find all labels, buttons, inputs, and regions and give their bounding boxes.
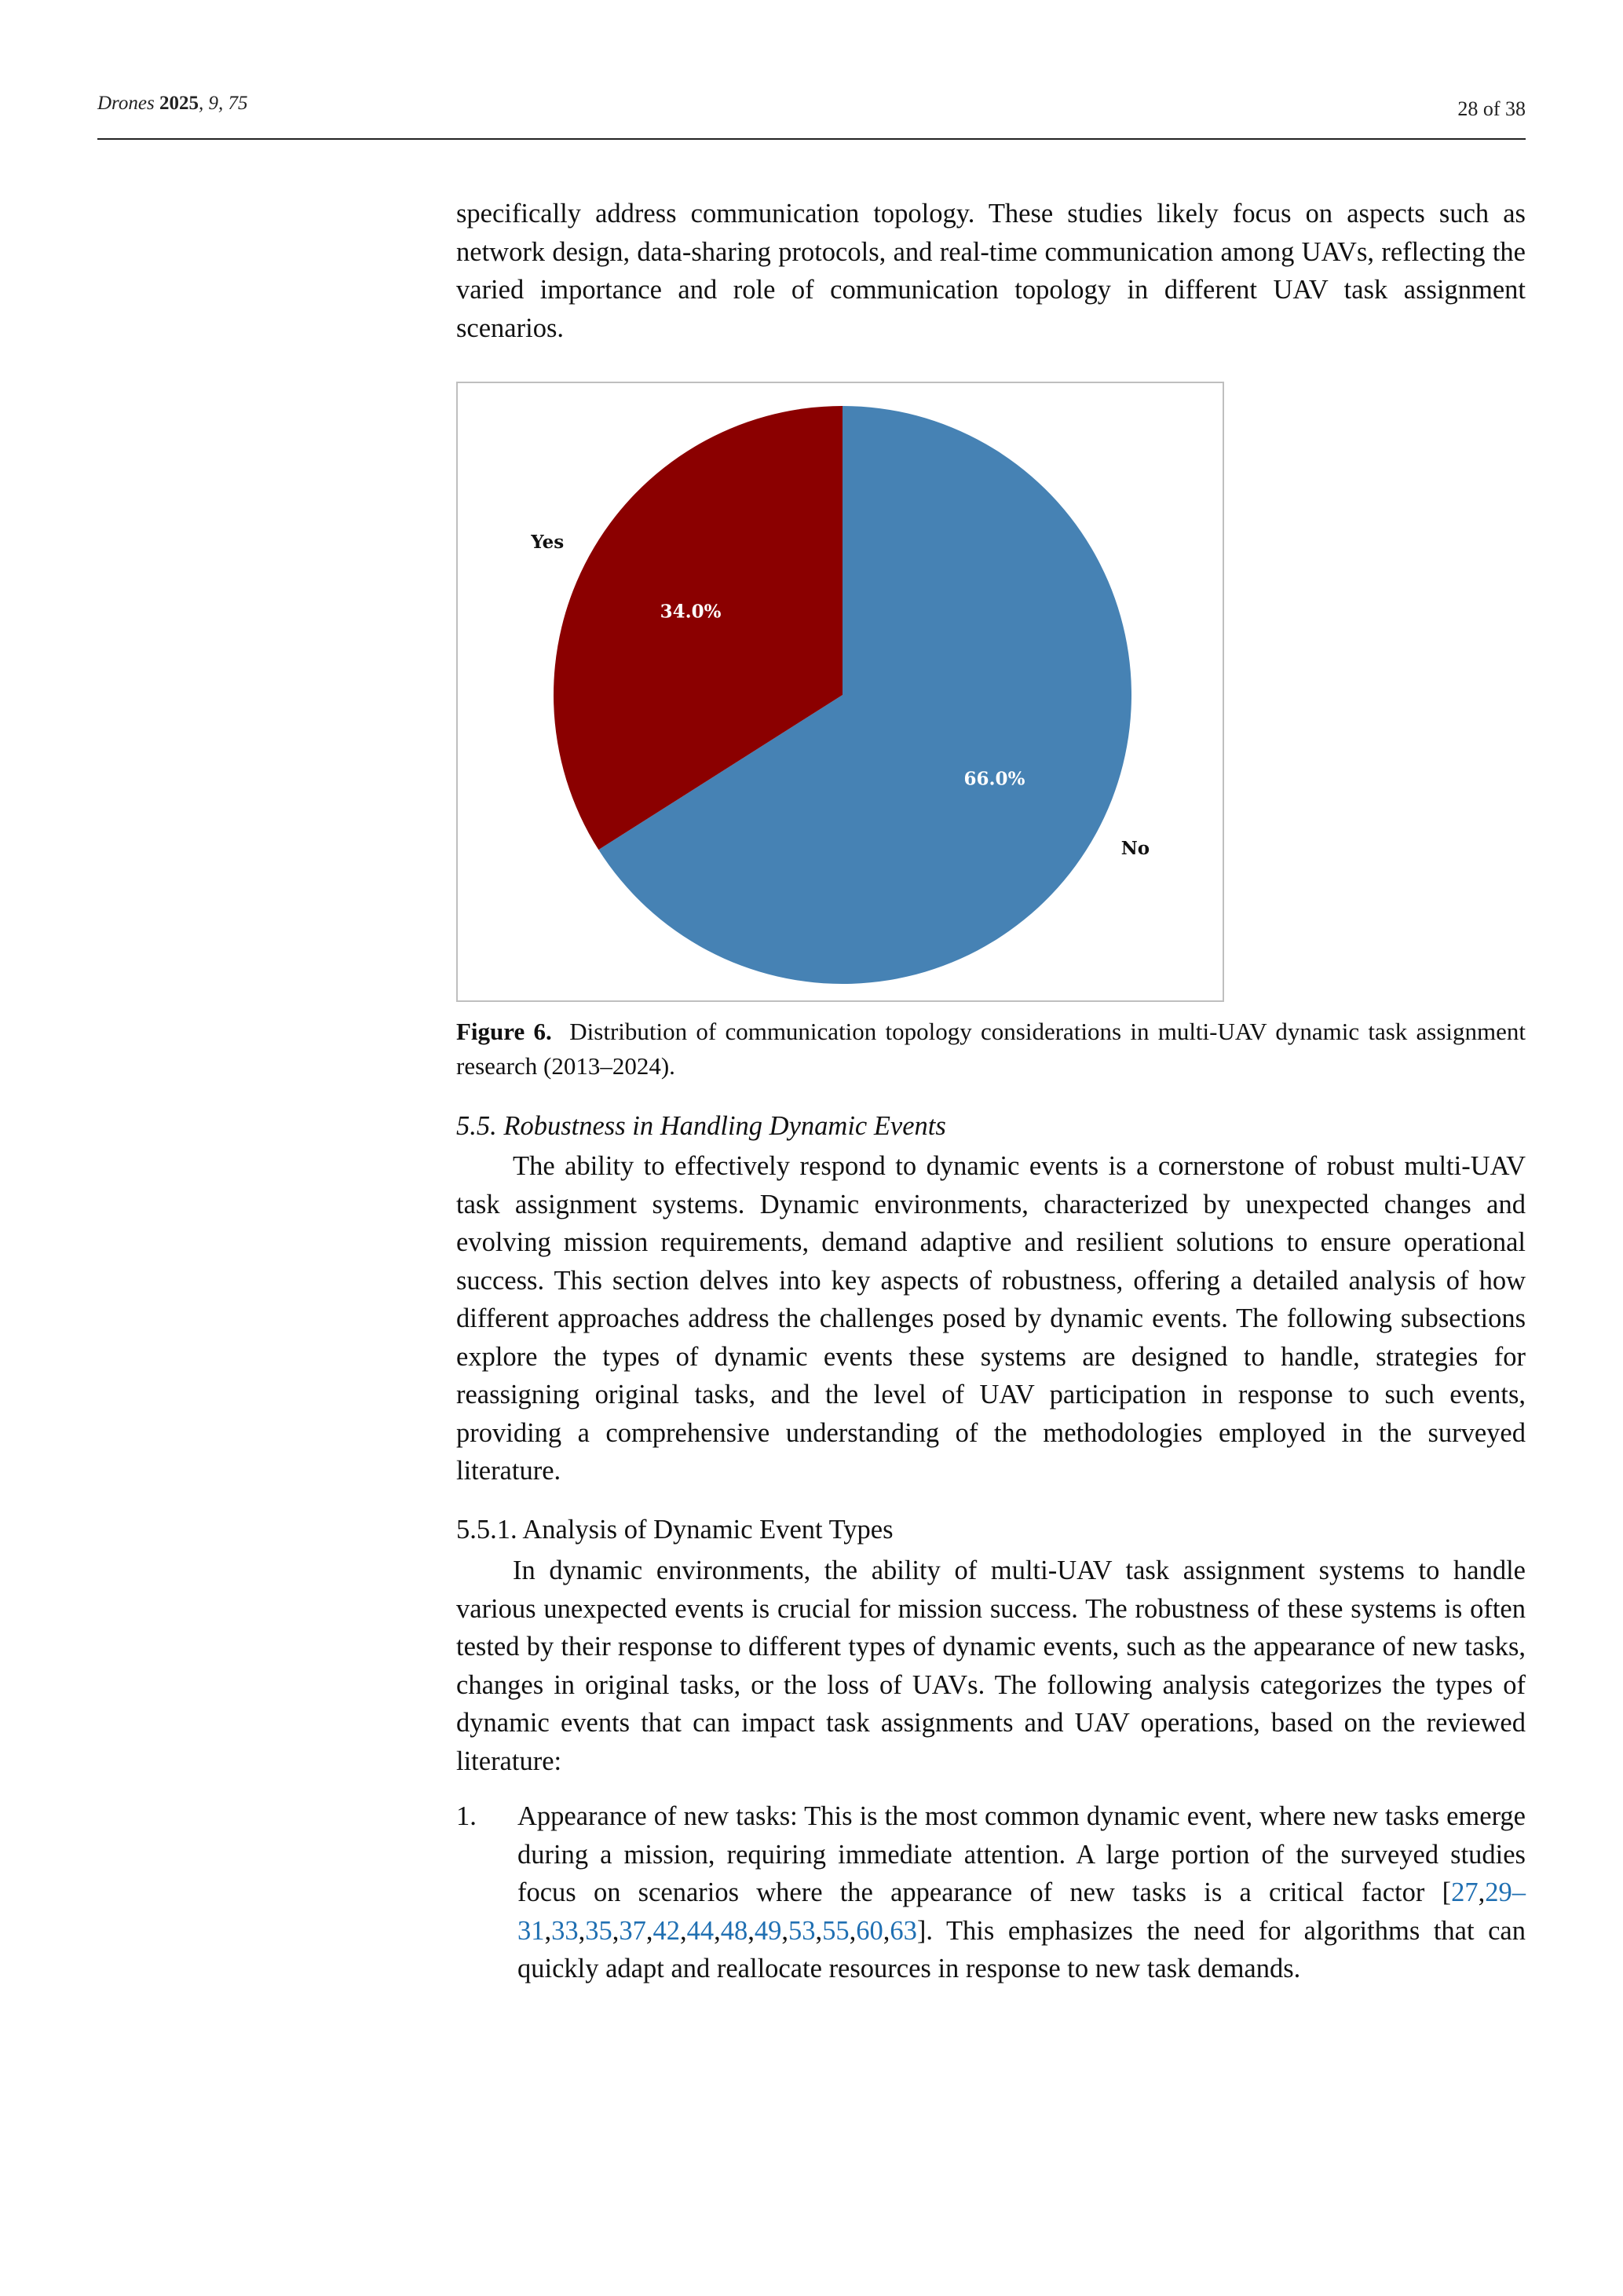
pie-category-label-yes: Yes <box>531 531 565 553</box>
citation-link-37[interactable]: 37 <box>619 1915 646 1946</box>
citation-separator: , <box>578 1915 586 1946</box>
citation-link-63[interactable]: 63 <box>890 1915 917 1946</box>
citation-range-dash: – <box>1512 1877 1526 1907</box>
section-title-5-5: 5.5. Robustness in Handling Dynamic Events <box>456 1111 946 1141</box>
pie-pct-label-no: 66.0% <box>963 768 1025 790</box>
citation-link-53[interactable]: 53 <box>788 1915 816 1946</box>
section-5-5-1-paragraph: In dynamic environments, the ability of multi-UAV task assignment systems to handle various unexpected events is crucial for mission success. The robustness of these systems is often tested by their response to different types of dynamic events, such as the appearance of new tasks, changes in original tasks, or the loss of UAVs. The following analysis categorizes the types of dynamic events that can impact task assignments and UAV operations, based on the reviewed literature: <box>456 1556 1526 1776</box>
figure-label: Figure 6. <box>456 1018 552 1045</box>
list-item-number: 1. <box>456 1801 477 1831</box>
citation-link-49[interactable]: 49 <box>754 1915 782 1946</box>
citation-separator: , <box>1478 1877 1486 1907</box>
citation-separator: , <box>781 1915 788 1946</box>
citation-separator: , <box>714 1915 721 1946</box>
citation-link-35[interactable]: 35 <box>585 1915 612 1946</box>
page-number: 28 of 38 <box>1457 97 1526 120</box>
figure-caption <box>456 1015 1526 1084</box>
citation-separator: , <box>612 1915 620 1946</box>
citation-link-33[interactable]: 33 <box>551 1915 579 1946</box>
intro-paragraph: specifically address communication topology. These studies likely focus on aspects such as network design, data-sharing protocols, and real-time communication among UAVs, reflecting the varied importance and role of communication topology in different UAV task assignment scenarios. <box>456 199 1526 343</box>
article-number: 75 <box>228 93 248 114</box>
figure-6-chart <box>456 382 1224 1002</box>
citation-separator: , <box>645 1915 653 1946</box>
citation-link-44[interactable]: 44 <box>686 1915 715 1946</box>
citation-link-29[interactable]: 29 <box>1485 1877 1512 1907</box>
section-title-5-5-1: 5.5.1. Analysis of Dynamic Event Types <box>456 1515 894 1545</box>
pie-chart <box>458 383 1223 1000</box>
list-item-text-before: Appearance of new tasks: This is the most common dynamic event, where new tasks emerge during a mission, requiring immediate attention. A large portion of the surveyed studies focus on scenarios where the appearance of new tasks is a critical factor [ <box>517 1801 1526 1907</box>
citation-separator: , <box>680 1915 687 1946</box>
list-item-body <box>517 1797 1526 1988</box>
citation-link-42[interactable]: 42 <box>652 1915 680 1946</box>
journal-volume: 9 <box>208 93 218 114</box>
citation-separator: , <box>748 1915 755 1946</box>
header-divider <box>97 138 1526 140</box>
citation-link-60[interactable]: 60 <box>856 1915 883 1946</box>
pie-pct-label-yes: 34.0% <box>660 601 722 623</box>
figure-caption-text: Distribution of communication topology considerations in multi-UAV dynamic task assignment research (2013–2024). <box>456 1018 1526 1080</box>
citation-link-31[interactable]: 31 <box>517 1915 545 1946</box>
citation-separator: , <box>544 1915 552 1946</box>
citation-separator: , <box>815 1915 823 1946</box>
pie-category-label-no: No <box>1120 838 1150 860</box>
journal-year: 2025 <box>159 93 199 114</box>
citation-link-48[interactable]: 48 <box>720 1915 748 1946</box>
section-5-5-paragraph: The ability to effectively respond to dynamic events is a cornerstone of robust multi-UAV task assignment systems. Dynamic environments, characterized by unexpected changes and evolving mission requirements, demand adaptive and resilient solutions to ensure operational success. This section delves into key aspects of robustness, offering a detailed analysis of how different approaches address the challenges posed by dynamic events. The following subsections explore the types of dynamic events these systems are designed to handle, strategies for reassigning original tasks, and the level of UAV participation in response to such events, providing a comprehensive understanding of the methodologies employed in the surveyed literature. <box>456 1151 1526 1486</box>
citation-separator: , <box>849 1915 857 1946</box>
citation-link-27[interactable]: 27 <box>1451 1877 1479 1907</box>
citation-link-55[interactable]: 55 <box>822 1915 850 1946</box>
list-item <box>456 1797 1526 1988</box>
citation-separator: , <box>883 1915 890 1946</box>
running-header: Drones 2025, 9, 75 <box>97 93 248 114</box>
list-item-text-after: ]. This emphasizes the need for algorithms that can quickly adapt and reallocate resources in response to new task demands. <box>517 1915 1526 1983</box>
journal-name: Drones <box>97 93 155 114</box>
